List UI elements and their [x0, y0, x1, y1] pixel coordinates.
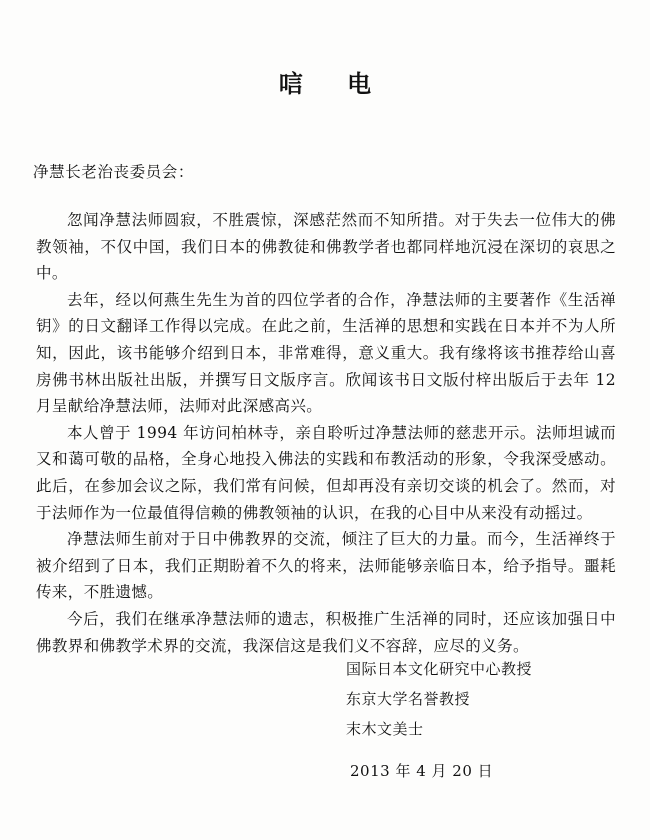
signature-affiliation-1: 国际日本文化研究中心教授	[346, 660, 533, 678]
paragraph-5: 今后，我们在继承净慧法师的遗志，积极推广生活禅的同时，还应该加强日中佛教界和佛教学术界的交流，我深信这是我们义不容辞，应尽的义务。	[36, 609, 616, 655]
signature-affiliation-2: 东京大学名誉教授	[346, 690, 471, 708]
paragraph-4: 净慧法师生前对于日中佛教界的交流，倾注了巨大的力量。而今，生活禅终于被介绍到了日本，我们正期盼着不久的将来，法师能够亲临日本，给予指导。噩耗传来，不胜遗憾。	[36, 530, 616, 602]
paragraph-1: 忽闻净慧法师圆寂，不胜震惊，深感茫然而不知所措。对于失去一位伟大的佛教领袖，不仅中国，我们日本的佛教徒和佛教学者也都同样地沉浸在深切的哀思之中。	[36, 211, 616, 283]
letter-title: 唁 电	[278, 69, 390, 98]
letter-date: 2013 年 4 月 20 日	[350, 762, 494, 780]
salutation: 净慧长老治丧委员会：	[33, 163, 195, 181]
signature-block	[346, 654, 532, 744]
paragraph-2: 去年，经以何燕生先生为首的四位学者的合作，净慧法师的主要著作《生活禅钥》的日文翻译工作得以完成。在此之前，生活禅的思想和实践在日本并不为人所知，因此，该书能够介绍到日本，非常难得，意义重大。我有缘将该书推荐给山喜房佛书林出版社出版，并撰写日文版序言。欣闻该书日文版付梓出版后于去年 12 月呈献给净慧法师，法师对此深感高兴。	[36, 290, 616, 416]
paragraph-3: 本人曾于 1994 年访问柏林寺，亲自聆听过净慧法师的慈悲开示。法师坦诚而又和蔼可敬的品格，全身心地投入佛法的实践和布教活动的形象，令我深受感动。此后，在参加会议之际，我们常有问候，但却再没有亲切交谈的机会了。然而，对于法师作为一位最值得信赖的佛教领袖的认识，在我的心目中从来没有动摇过。	[36, 423, 616, 522]
letter-body	[36, 207, 616, 659]
signature-name: 末木文美士	[346, 720, 424, 738]
